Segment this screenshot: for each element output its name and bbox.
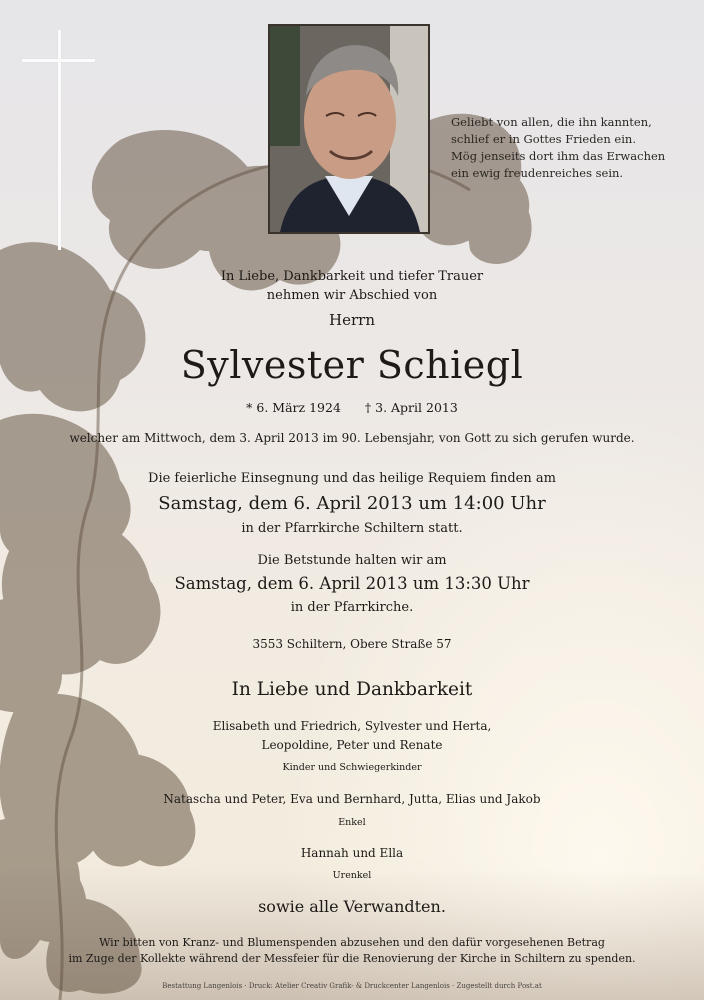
poem-line: ein ewig freudenreiches sein. (451, 166, 624, 180)
death-date: † 3. April 2013 (364, 400, 458, 415)
poem (451, 114, 691, 182)
relatives: sowie alle Verwandten. (258, 897, 446, 916)
children-line: Elisabeth und Friedrich, Sylvester und Herta, (212, 719, 492, 733)
intro-text (0, 267, 704, 305)
thanks-heading: In Liebe und Dankbarkeit (231, 679, 473, 700)
footer-credit: Bestattung Langenlois · Druck: Atelier Creativ Grafik- & Druckcenter Langenlois · Zugestellt durch Post.at (162, 982, 542, 990)
children-list (0, 717, 704, 755)
request-line: Wir bitten von Kranz- und Blumenspenden abzusehen und den dafür vorgesehenen Betrag (99, 936, 605, 949)
great-grandchildren-list: Hannah und Ella (300, 846, 404, 860)
requiem-place: in der Pfarrkirche Schiltern statt. (241, 521, 463, 536)
poem-line: Mög jenseits dort ihm das Erwachen (451, 149, 666, 163)
prayer-date: Samstag, dem 6. April 2013 um 13:30 Uhr (174, 574, 530, 593)
intro-line: nehmen wir Abschied von (266, 288, 438, 303)
children-line: Leopoldine, Peter und Renate (261, 738, 443, 752)
requiem-intro: Die feierliche Einsegnung und das heilige Requiem finden am (148, 471, 556, 486)
death-announcement: welcher am Mittwoch, dem 3. April 2013 im 90. Lebensjahr, von Gott zu sich gerufen wurde. (69, 431, 635, 445)
prayer-place: in der Pfarrkirche. (290, 600, 414, 615)
grandchildren-label: Enkel (338, 817, 366, 828)
intro-line: In Liebe, Dankbarkeit und tiefer Trauer (220, 269, 484, 284)
grandchildren-list: Natascha und Peter, Eva und Bernhard, Jutta, Elias und Jakob (163, 792, 541, 806)
deceased-name: Sylvester Schiegl (180, 343, 524, 387)
children-label: Kinder und Schwiegerkinder (282, 762, 422, 773)
portrait-photo (268, 24, 430, 234)
cross-icon (58, 30, 61, 250)
poem-line: schlief er in Gottes Frieden ein. (451, 132, 636, 146)
birth-date: * 6. März 1924 (246, 400, 341, 415)
life-dates (0, 400, 704, 415)
prayer-intro: Die Betstunde halten wir am (257, 553, 447, 568)
salutation: Herrn (329, 311, 375, 329)
great-grandchildren-label: Urenkel (332, 870, 372, 881)
request-line: im Zuge der Kollekte während der Messfeier für die Renovierung der Kirche in Schiltern zu spenden. (68, 952, 636, 965)
portrait-illustration (270, 26, 428, 232)
address: 3553 Schiltern, Obere Straße 57 (252, 637, 452, 651)
poem-line: Geliebt von allen, die ihn kannten, (451, 115, 652, 129)
donation-request (0, 935, 704, 967)
cross-icon-bar (22, 59, 95, 62)
requiem-date: Samstag, dem 6. April 2013 um 14:00 Uhr (158, 493, 546, 514)
